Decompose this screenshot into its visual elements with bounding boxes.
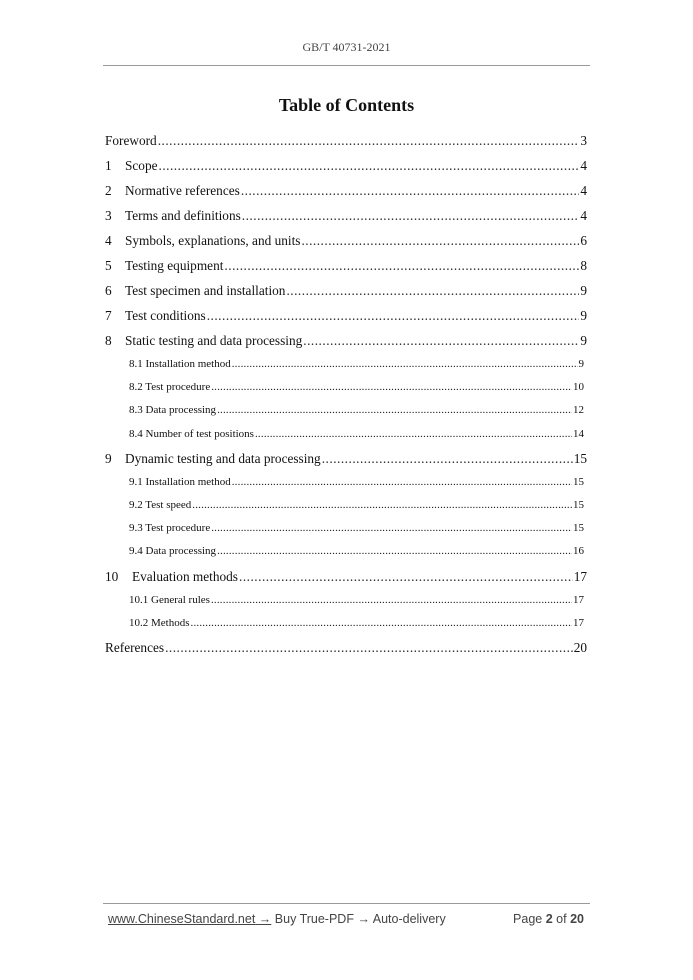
header-divider bbox=[103, 65, 590, 66]
toc-label: Testing equipment bbox=[125, 258, 224, 273]
toc-subentry-9-1[interactable] bbox=[105, 471, 587, 494]
toc-entry-testing-equipment[interactable] bbox=[105, 253, 587, 278]
toc-page-number: 9 bbox=[578, 358, 584, 370]
auto-delivery-text: Auto-delivery bbox=[372, 912, 446, 926]
toc-label: Symbols, explanations, and units bbox=[125, 233, 301, 248]
dot-leader bbox=[207, 303, 580, 328]
dot-leader bbox=[232, 471, 572, 494]
table-of-contents bbox=[105, 128, 587, 660]
toc-subentry-8-3[interactable] bbox=[105, 399, 587, 422]
toc-subentry-10-2[interactable] bbox=[105, 612, 587, 635]
toc-label: 10.1 General rules bbox=[129, 593, 210, 606]
toc-entry-symbols[interactable] bbox=[105, 228, 587, 253]
toc-page-number: 4 bbox=[580, 208, 587, 223]
toc-label: Test specimen and installation bbox=[125, 283, 286, 298]
toc-page-number: 20 bbox=[573, 639, 587, 655]
toc-section-number: 5 bbox=[105, 258, 112, 273]
page-footer bbox=[108, 912, 584, 926]
dot-leader bbox=[255, 423, 572, 446]
toc-page-number: 16 bbox=[573, 545, 584, 558]
footer-promo bbox=[108, 912, 446, 926]
toc-label: Terms and definitions bbox=[125, 208, 241, 223]
toc-entry-test-conditions[interactable] bbox=[105, 303, 587, 328]
toc-subentry-9-4[interactable] bbox=[105, 540, 587, 563]
toc-subentry-8-4[interactable] bbox=[105, 423, 587, 446]
page-header bbox=[0, 40, 693, 55]
standard-code: GB/T 40731-2021 bbox=[302, 40, 391, 54]
toc-page-number: 17 bbox=[573, 568, 587, 584]
dot-leader bbox=[159, 153, 580, 178]
toc-label: 9.2 Test speed bbox=[129, 498, 192, 511]
toc-section-number: 7 bbox=[105, 308, 112, 323]
toc-page-number: 15 bbox=[573, 450, 587, 466]
toc-label: 9.1 Installation method bbox=[129, 475, 231, 488]
of-word: of bbox=[556, 912, 567, 926]
dot-leader bbox=[191, 612, 573, 635]
toc-page-number: 9 bbox=[580, 308, 587, 323]
toc-label: 8.3 Data processing bbox=[129, 404, 217, 417]
toc-label: Normative references bbox=[125, 183, 240, 198]
toc-page-number: 14 bbox=[573, 427, 584, 440]
toc-entry-foreword[interactable] bbox=[105, 128, 587, 153]
dot-leader bbox=[322, 446, 573, 471]
toc-section-number: 4 bbox=[105, 233, 112, 248]
toc-subentry-8-2[interactable] bbox=[105, 376, 587, 399]
toc-label: 8.2 Test procedure bbox=[129, 381, 211, 394]
toc-page-number: 15 bbox=[573, 498, 584, 511]
dot-leader bbox=[232, 353, 578, 376]
dot-leader bbox=[242, 203, 580, 228]
toc-page-number: 15 bbox=[573, 522, 584, 535]
toc-section-number: 2 bbox=[105, 183, 112, 198]
toc-label: 8.4 Number of test positions bbox=[129, 427, 254, 440]
toc-page-number: 8 bbox=[580, 258, 587, 273]
toc-page-number: 9 bbox=[580, 283, 587, 298]
toc-page-number: 10 bbox=[573, 381, 584, 394]
toc-entry-references[interactable] bbox=[105, 635, 587, 660]
toc-label: Static testing and data processing bbox=[125, 333, 303, 348]
toc-label: References bbox=[105, 639, 165, 655]
toc-entry-terms-and-definitions[interactable] bbox=[105, 203, 587, 228]
dot-leader bbox=[301, 228, 579, 253]
arrow-right-icon: → bbox=[258, 912, 272, 926]
toc-label: Foreword bbox=[105, 133, 157, 148]
dot-leader bbox=[217, 540, 572, 563]
dot-leader bbox=[239, 564, 573, 589]
arrow-right-icon: → bbox=[357, 912, 370, 926]
dot-leader bbox=[286, 278, 579, 303]
toc-subentry-8-1[interactable] bbox=[105, 353, 587, 376]
toc-page-number: 17 bbox=[573, 616, 584, 629]
page-title: Table of Contents bbox=[278, 95, 415, 115]
toc-section-number: 3 bbox=[105, 208, 112, 223]
toc-entry-scope[interactable] bbox=[105, 153, 587, 178]
dot-leader bbox=[211, 589, 572, 612]
toc-page-number: 4 bbox=[580, 183, 587, 198]
site-link[interactable]: www.ChineseStandard.net → bbox=[108, 912, 272, 926]
toc-page-number: 6 bbox=[580, 233, 587, 248]
toc-page-number: 3 bbox=[580, 133, 587, 148]
toc-entry-test-specimen[interactable] bbox=[105, 278, 587, 303]
dot-leader bbox=[165, 635, 573, 660]
dot-leader bbox=[211, 376, 572, 399]
dot-leader bbox=[192, 494, 572, 517]
toc-section-number: 8 bbox=[105, 333, 112, 348]
toc-section-number: 1 bbox=[105, 158, 112, 173]
toc-label: 10.2 Methods bbox=[129, 616, 190, 629]
toc-section-number: 9 bbox=[105, 450, 112, 466]
page-indicator bbox=[513, 912, 584, 926]
toc-subentry-10-1[interactable] bbox=[105, 589, 587, 612]
toc-label: 9.3 Test procedure bbox=[129, 522, 211, 535]
toc-subentry-9-3[interactable] bbox=[105, 517, 587, 540]
current-page-number: 2 bbox=[545, 912, 553, 926]
buy-true-pdf-text: Buy True-PDF bbox=[274, 912, 354, 926]
toc-page-number: 9 bbox=[580, 333, 587, 348]
toc-label: 8.1 Installation method bbox=[129, 358, 231, 370]
toc-label: Dynamic testing and data processing bbox=[125, 450, 321, 466]
toc-label: Evaluation methods bbox=[132, 568, 238, 584]
dot-leader bbox=[303, 328, 579, 353]
toc-label: Test conditions bbox=[125, 308, 206, 323]
page-word: Page bbox=[513, 912, 543, 926]
dot-leader bbox=[211, 517, 572, 540]
toc-page-number: 15 bbox=[573, 475, 584, 488]
toc-entry-dynamic-testing[interactable] bbox=[105, 446, 587, 471]
toc-entry-evaluation-methods[interactable] bbox=[105, 564, 587, 589]
toc-page-number: 17 bbox=[573, 593, 584, 606]
dot-leader bbox=[224, 253, 579, 278]
dot-leader bbox=[158, 128, 580, 153]
toc-page-number: 4 bbox=[580, 158, 587, 173]
dot-leader bbox=[217, 399, 572, 422]
toc-section-number: 10 bbox=[105, 568, 119, 584]
toc-label: 9.4 Data processing bbox=[129, 545, 217, 558]
toc-section-number: 6 bbox=[105, 283, 112, 298]
toc-label: Scope bbox=[125, 158, 158, 173]
toc-entry-static-testing[interactable] bbox=[105, 328, 587, 353]
toc-page-number: 12 bbox=[573, 404, 584, 417]
dot-leader bbox=[241, 178, 580, 203]
toc-subentry-9-2[interactable] bbox=[105, 494, 587, 517]
total-page-count: 20 bbox=[570, 912, 584, 926]
toc-entry-normative-references[interactable] bbox=[105, 178, 587, 203]
footer-divider bbox=[103, 903, 590, 904]
